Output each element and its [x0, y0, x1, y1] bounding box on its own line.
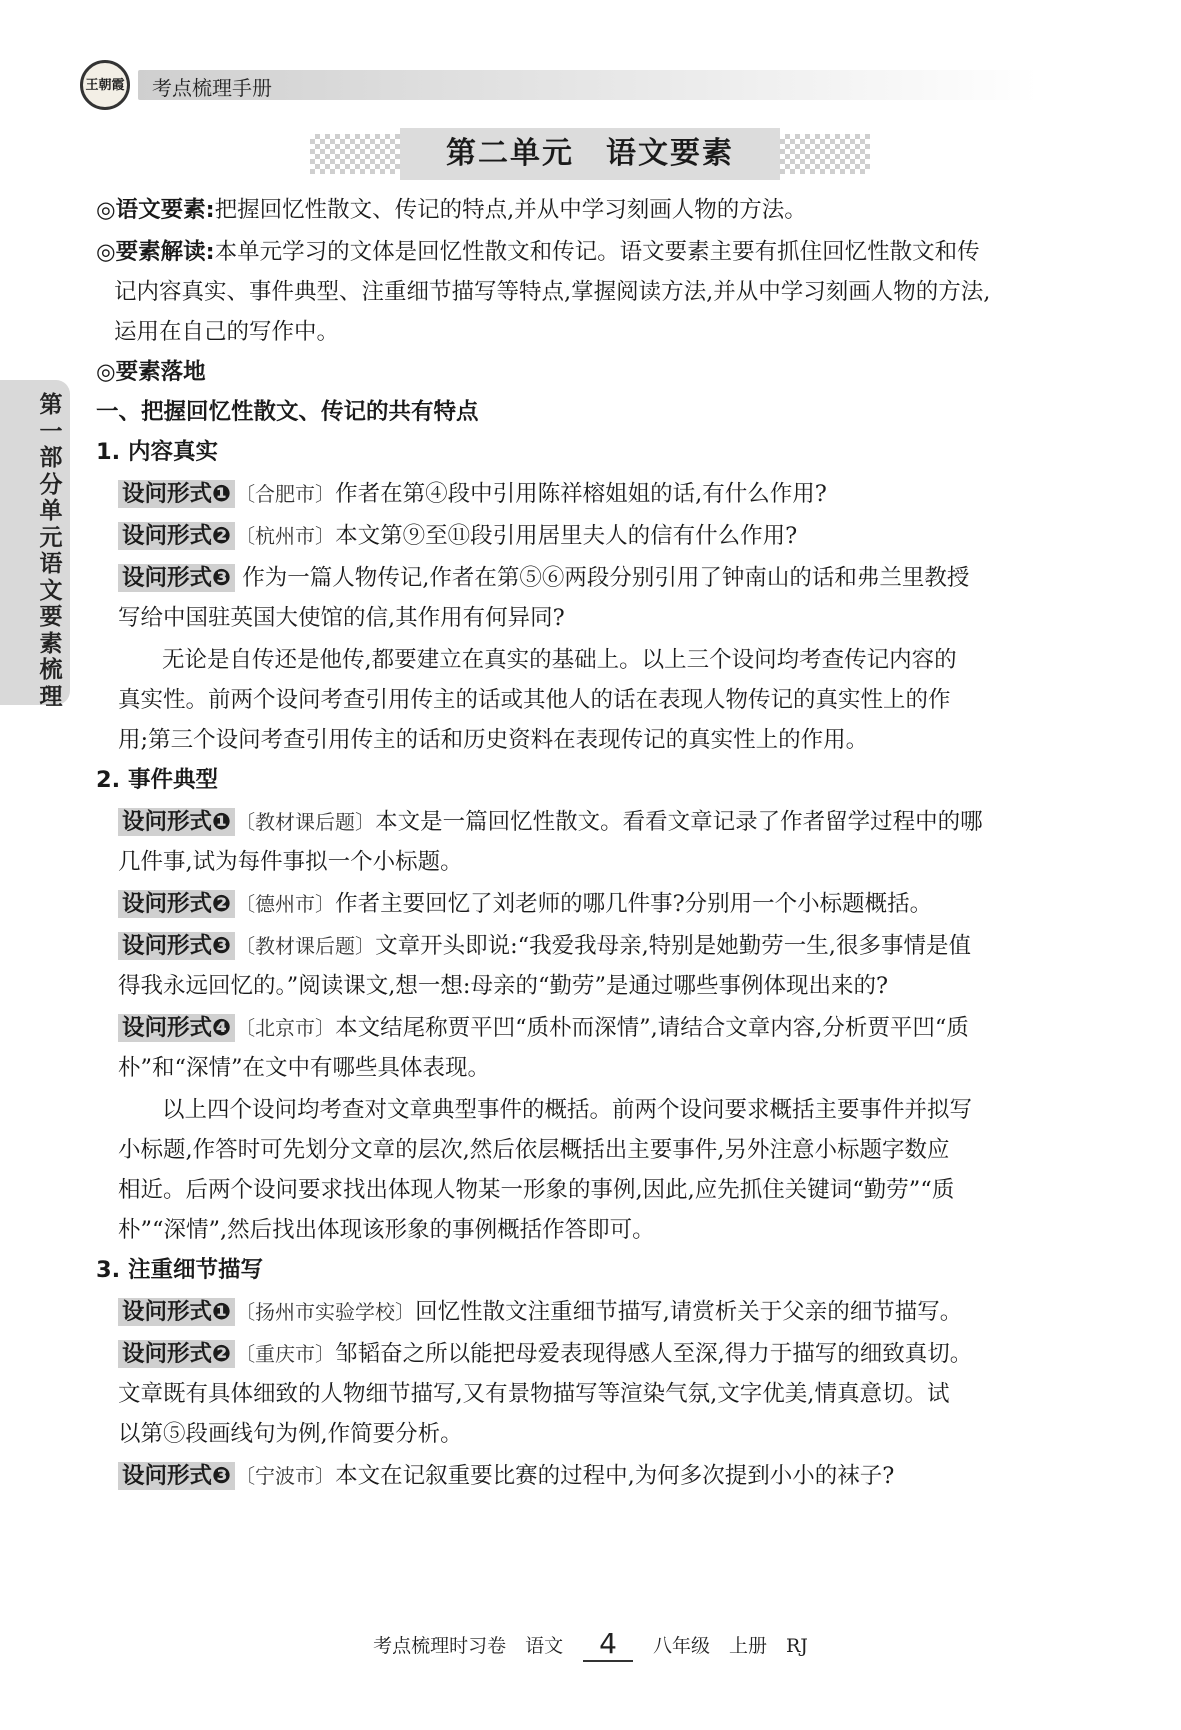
element-definition [96, 192, 807, 224]
subsection-content-real: 1. 内容真实 [96, 439, 219, 465]
question-tag: 设问形式❷ [118, 1340, 235, 1368]
question-3-1 [118, 1294, 962, 1326]
subsection-detail-description: 3. 注重细节描写 [96, 1257, 264, 1283]
question-tag: 设问形式❶ [118, 808, 235, 836]
question-source: 〔杭州市〕 [235, 524, 336, 548]
header-title: 考点梳理手册 [152, 76, 272, 100]
question-tag: 设问形式❸ [118, 564, 235, 592]
question-text: 文章开头即说:“我爱我母亲,特别是她勤劳一生,很多事情是值 [375, 933, 971, 959]
section-heading-1: 一、把握回忆性散文、传记的共有特点 [96, 399, 479, 425]
subsection-typical-events: 2. 事件典型 [96, 767, 219, 793]
summary-2-line3: 相近。后两个设问要求找出体现人物某一形象的事例,因此,应先抓住关键词“勤劳”“质 [118, 1177, 955, 1203]
question-text: 邹韬奋之所以能把母爱表现得感人至深,得力于描写的细致真切。 [335, 1341, 973, 1367]
question-3-3 [118, 1458, 894, 1490]
header-bar [138, 70, 1038, 100]
element-explain-line3: 运用在自己的写作中。 [114, 319, 340, 345]
page-number: 4 [583, 1627, 633, 1662]
question-1-1 [118, 476, 827, 508]
question-text: 回忆性散文注重细节描写,请赏析关于父亲的细节描写。 [415, 1299, 963, 1325]
question-text: 作者主要回忆了刘老师的哪几件事?分别用一个小标题概括。 [335, 891, 933, 917]
summary-2-line4: 朴”“深情”,然后找出体现该形象的事例概括作答即可。 [118, 1217, 655, 1243]
page-footer [0, 1627, 1181, 1662]
summary-1-line2: 真实性。前两个设问考查引用传主的话或其他人的话在表现人物传记的真实性上的作 [118, 687, 951, 713]
explain-label: ◎要素解读: [96, 239, 215, 265]
question-2-3 [118, 928, 971, 960]
question-source: 〔德州市〕 [235, 892, 336, 916]
question-text: 本文在记叙重要比赛的过程中,为何多次提到小小的袜子? [335, 1463, 895, 1489]
question-2-3-cont: 得我永远回忆的。”阅读课文,想一想:母亲的“勤劳”是通过哪些事例体现出来的? [118, 973, 889, 999]
question-text: 作者在第④段中引用陈祥榕姐姐的话,有什么作用? [335, 481, 827, 507]
question-source: 〔教材课后题〕 [235, 810, 376, 834]
element-explain-line2: 记内容真实、事件典型、注重细节描写等特点,掌握阅读方法,并从中学习刻画人物的方法, [114, 279, 991, 305]
question-source: 〔北京市〕 [235, 1016, 336, 1040]
element-landing-label: ◎要素落地 [96, 359, 206, 385]
element-text: 把握回忆性散文、传记的特点,并从中学习刻画人物的方法。 [214, 197, 807, 223]
question-tag: 设问形式❷ [118, 522, 235, 550]
question-source: 〔宁波市〕 [235, 1464, 336, 1488]
summary-1-line1: 无论是自传还是他传,都要建立在真实的基础上。以上三个设问均考查传记内容的 [162, 647, 957, 673]
unit-title: 第二单元 语文要素 [446, 136, 734, 171]
question-source: 〔扬州市实验学校〕 [235, 1300, 416, 1324]
question-text: 本文第⑨至⑪段引用居里夫人的信有什么作用? [335, 523, 798, 549]
question-3-2 [118, 1336, 972, 1368]
summary-1-line3: 用;第三个设问考查引用传主的话和历史资料在表现传记的真实性上的作用。 [118, 727, 869, 753]
question-2-4-cont: 朴”和“深情”在文中有哪些具体表现。 [118, 1055, 491, 1081]
question-3-2-cont1: 文章既有具体细致的人物细节描写,又有景物描写等渲染气氛,文字优美,情真意切。试 [118, 1381, 950, 1407]
question-2-4 [118, 1010, 969, 1042]
side-tab-label: 第一部分 单元语文要素梳理 [39, 392, 86, 710]
question-tag: 设问形式❸ [118, 932, 235, 960]
question-tag: 设问形式❷ [118, 890, 235, 918]
element-explain-line1 [96, 234, 980, 266]
question-3-2-cont2: 以第⑤段画线句为例,作简要分析。 [118, 1421, 463, 1447]
footer-right: 八年级 上册 RJ [653, 1635, 808, 1657]
question-tag: 设问形式❹ [118, 1014, 235, 1042]
question-source: 〔重庆市〕 [235, 1342, 336, 1366]
question-tag: 设问形式❶ [118, 1298, 235, 1326]
question-1-3 [118, 560, 969, 592]
question-text: 本文是一篇回忆性散文。看看文章记录了作者留学过程中的哪 [375, 809, 983, 835]
summary-2-line1: 以上四个设问均考查对文章典型事件的概括。前两个设问要求概括主要事件并拟写 [162, 1097, 973, 1123]
question-2-1-cont: 几件事,试为每件事拟一个小标题。 [118, 849, 463, 875]
question-2-1 [118, 804, 983, 836]
publisher-logo: 王朝霞 [80, 60, 130, 110]
question-source: 〔合肥市〕 [235, 482, 336, 506]
explain-text-1: 本单元学习的文体是回忆性散文和传记。语文要素主要有抓住回忆性散文和传 [214, 239, 980, 265]
question-source: 〔教材课后题〕 [235, 934, 376, 958]
question-1-2 [118, 518, 797, 550]
element-label: ◎语文要素: [96, 197, 215, 223]
question-2-2 [118, 886, 932, 918]
unit-title-block [310, 128, 870, 180]
question-tag: 设问形式❸ [118, 1462, 235, 1490]
question-text: 作为一篇人物传记,作者在第⑤⑥两段分别引用了钟南山的话和弗兰里教授 [242, 565, 970, 591]
footer-left: 考点梳理时习卷 语文 [373, 1635, 564, 1657]
summary-2-line2: 小标题,作答时可先划分文章的层次,然后依层概括出主要事件,另外注意小标题字数应 [118, 1137, 950, 1163]
page-header [80, 58, 1040, 104]
question-tag: 设问形式❶ [118, 480, 235, 508]
question-text: 本文结尾称贾平凹“质朴而深情”,请结合文章内容,分析贾平凹“质 [335, 1015, 969, 1041]
question-1-3-cont: 写给中国驻英国大使馆的信,其作用有何异同? [118, 605, 565, 631]
